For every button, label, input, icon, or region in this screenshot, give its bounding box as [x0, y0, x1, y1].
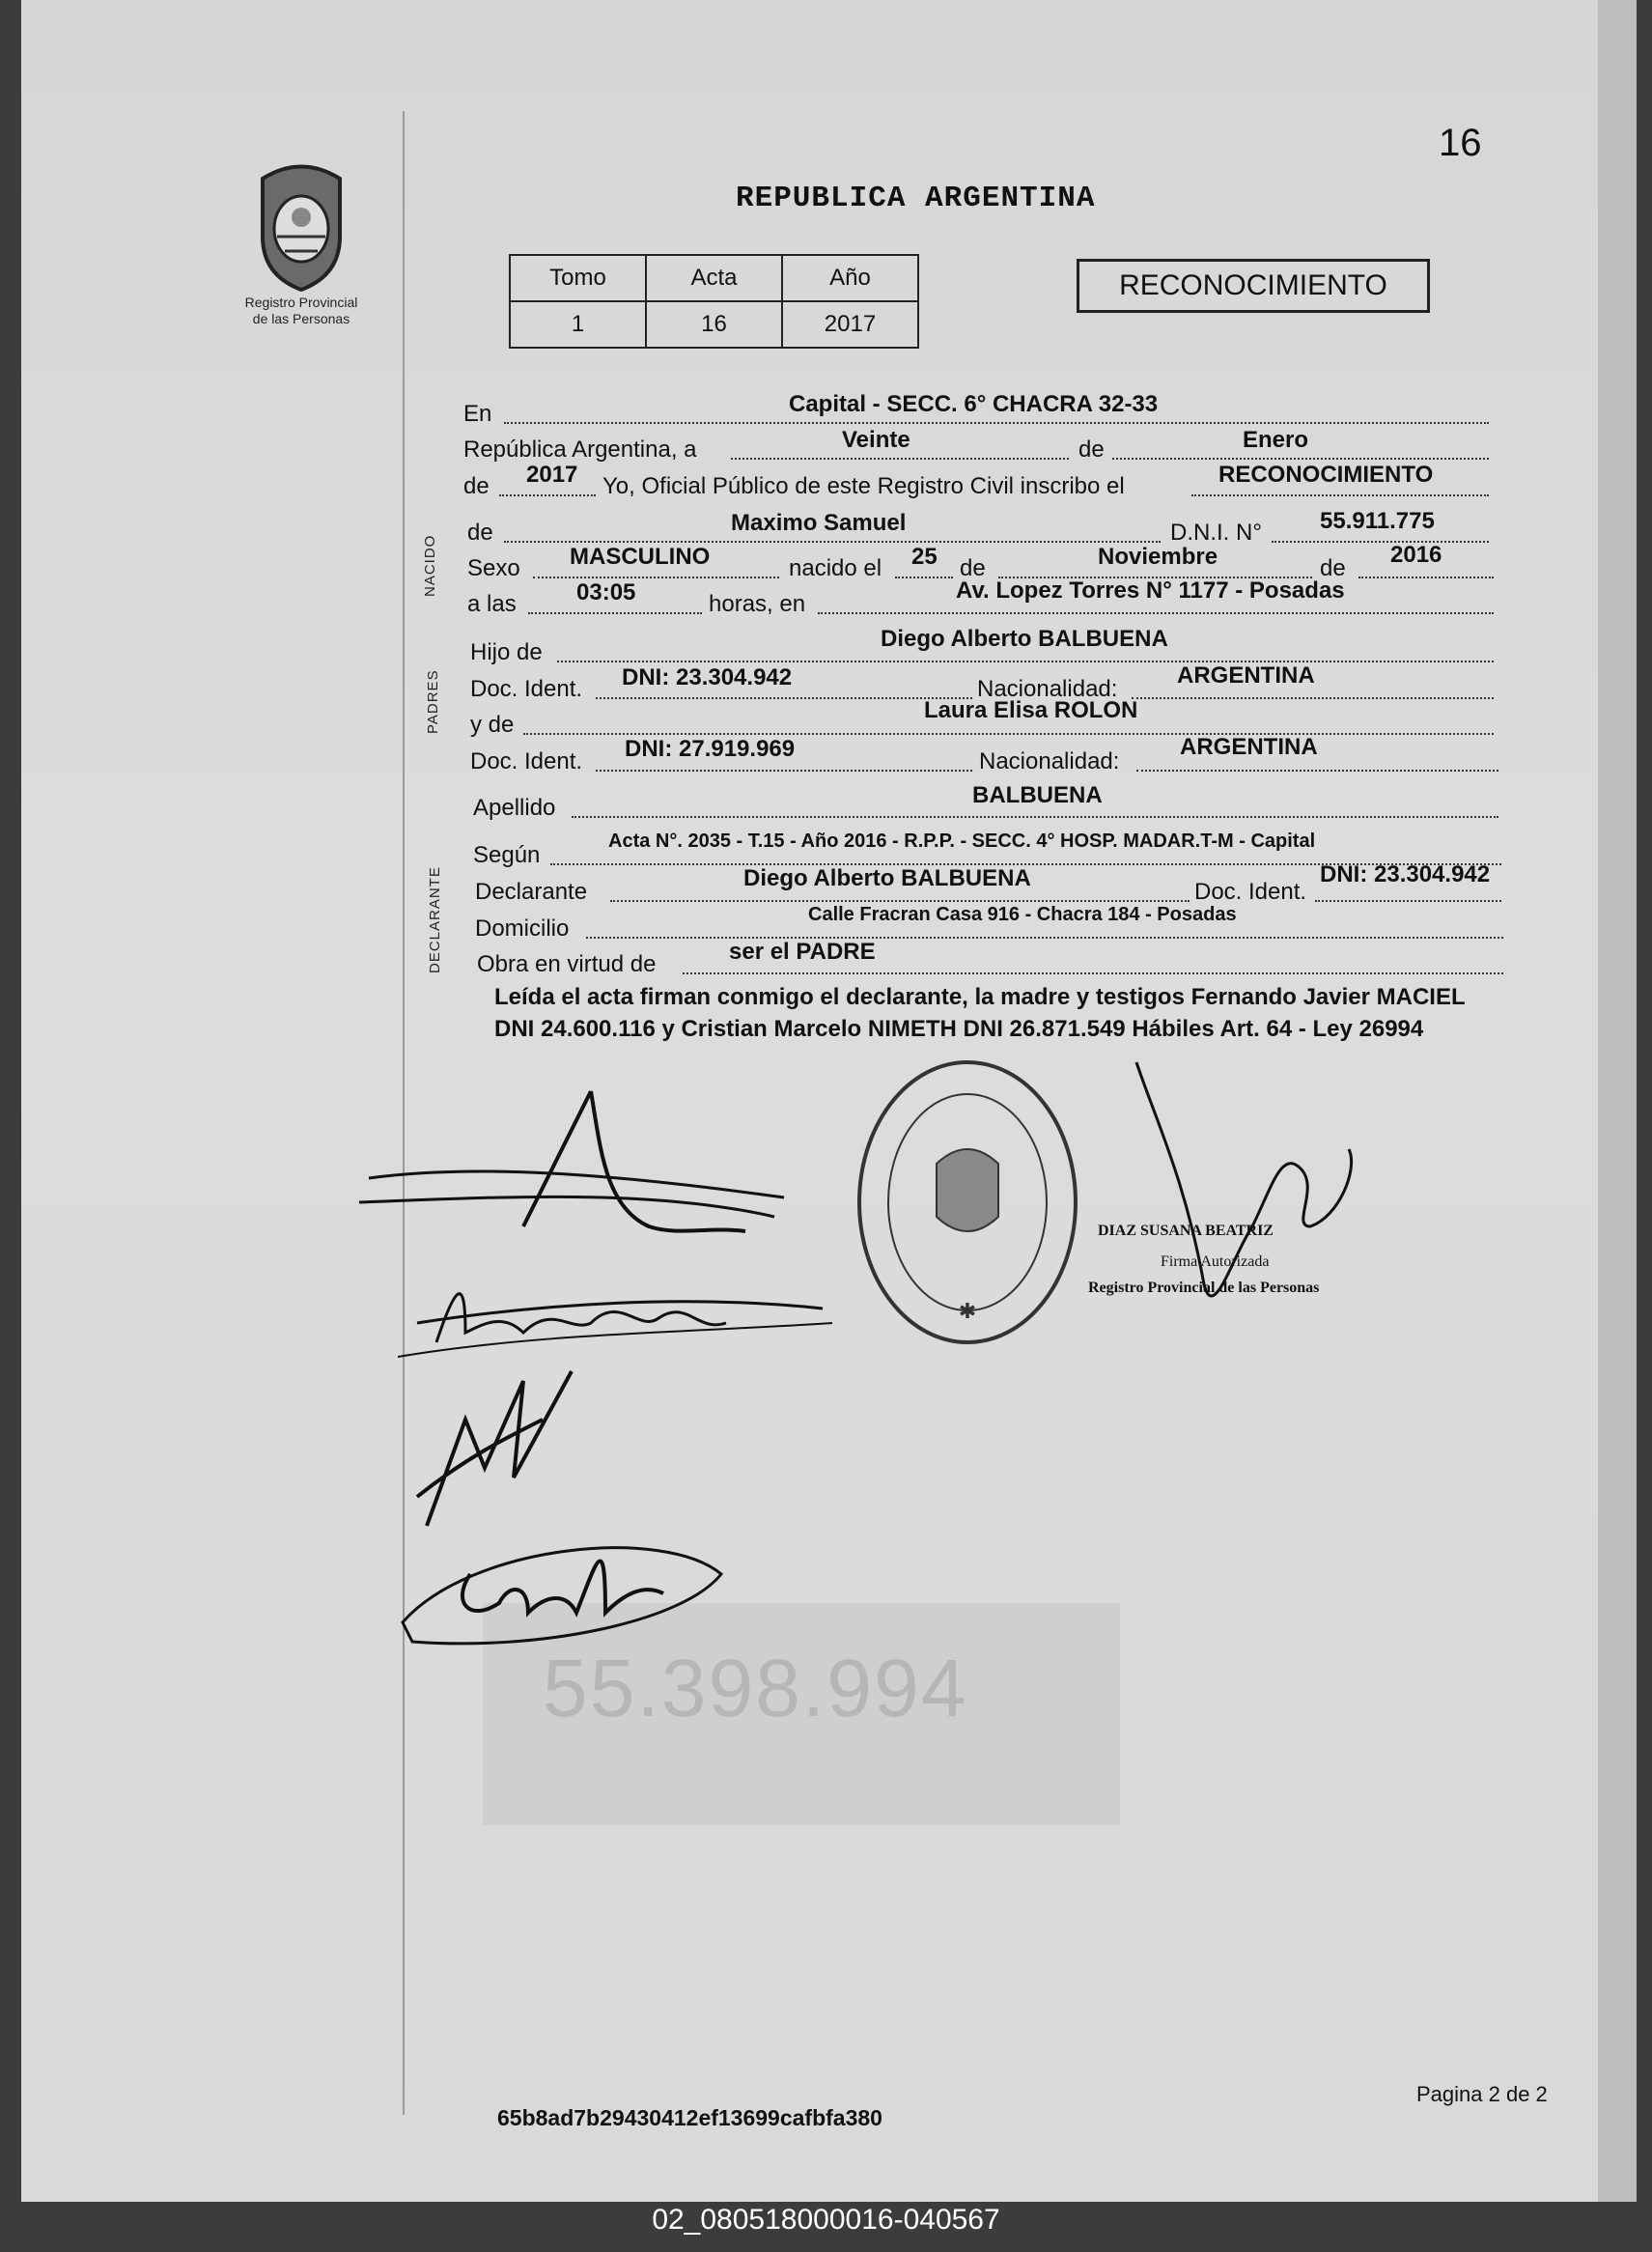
label-domicilio: Domicilio	[475, 915, 570, 942]
value-segun: Acta N°. 2035 - T.15 - Año 2016 - R.P.P. - SECC. 4° HOSP. MADAR.T-M - Capital	[608, 830, 1316, 852]
label-de-4: de	[960, 555, 986, 581]
dotted-line	[586, 937, 1503, 939]
value-madre-nac: ARGENTINA	[1180, 734, 1318, 760]
document-title: REPUBLICA ARGENTINA	[736, 182, 1096, 215]
label-segun: Según	[473, 842, 541, 868]
faded-number: 55.398.994	[543, 1643, 968, 1733]
label-republica: República Argentina, a	[463, 436, 697, 463]
label-de-3: de	[467, 520, 493, 546]
signature-declarante	[359, 1072, 794, 1265]
label-hijo-de: Hijo de	[470, 639, 543, 665]
closing-text: Leída el acta firman conmigo el declarante, la madre y testigos Fernando Javier MACIEL DNI 24.600.116 y Cristian Marcelo NIMETH DNI 26.871.549 Hábiles Art. 64 - Ley 26994	[494, 984, 1466, 1042]
label-horas-en: horas, en	[709, 591, 806, 617]
coat-of-arms-icon	[248, 159, 354, 295]
label-a-las: a las	[467, 591, 517, 617]
value-madre: Laura Elisa ROLON	[924, 697, 1138, 723]
value-domicilio: Calle Fracran Casa 916 - Chacra 184 - Posadas	[808, 904, 1237, 925]
label-obra: Obra en virtud de	[477, 951, 657, 977]
value-anio-nac: 2016	[1390, 542, 1442, 568]
label-declarante: Declarante	[475, 879, 588, 905]
label-de: de	[1078, 436, 1105, 463]
value-mes-nac: Noviembre	[1098, 544, 1218, 570]
dotted-line	[610, 900, 1190, 902]
label-doc-ident-3: Doc. Ident.	[1194, 879, 1307, 905]
dotted-line	[504, 541, 1161, 543]
value-nombre: Maximo Samuel	[731, 510, 907, 536]
label-sexo: Sexo	[467, 555, 520, 581]
label-nacionalidad-2: Nacionalidad:	[979, 748, 1120, 774]
dotted-line	[1358, 577, 1494, 578]
side-label-padres: PADRES	[425, 669, 441, 734]
dotted-line	[572, 816, 1498, 818]
dotted-line	[895, 577, 953, 578]
act-type-box: RECONOCIMIENTO	[1077, 259, 1430, 313]
footer-filename: 02_080518000016-040567	[652, 2204, 1000, 2236]
dotted-line	[683, 972, 1503, 974]
value-lugar-nac: Av. Lopez Torres N° 1177 - Posadas	[956, 577, 1345, 604]
dotted-line	[1112, 458, 1489, 460]
value-anio: 2017	[526, 462, 578, 488]
dotted-line	[499, 494, 596, 496]
dotted-line	[1136, 770, 1498, 772]
page-edge	[1598, 0, 1637, 2202]
label-nacionalidad: Nacionalidad:	[977, 676, 1118, 702]
label-y-de: y de	[470, 712, 515, 738]
signature-testigo-2	[393, 1487, 741, 1661]
dotted-line	[596, 697, 972, 699]
dotted-line	[731, 458, 1069, 460]
official-stamp-line3: Registro Provincial de las Personas	[1088, 1280, 1320, 1296]
register-table	[509, 254, 919, 349]
label-nacido-el: nacido el	[789, 555, 882, 581]
official-seal-icon	[852, 1053, 1083, 1352]
register-value-anio: 2017	[782, 301, 918, 348]
dotted-line	[528, 612, 702, 614]
label-de-5: de	[1320, 555, 1346, 581]
page-number: 16	[1439, 122, 1482, 164]
logo-label-1: Registro Provincial	[244, 295, 358, 310]
value-apellido: BALBUENA	[972, 782, 1103, 808]
label-apellido: Apellido	[473, 795, 556, 821]
registry-logo	[214, 159, 388, 327]
value-declarante: Diego Alberto BALBUENA	[743, 865, 1031, 891]
register-value-acta: 16	[646, 301, 782, 348]
value-sexo: MASCULINO	[570, 544, 711, 570]
svg-text:✱: ✱	[958, 1299, 977, 1323]
register-value-tomo: 1	[510, 301, 646, 348]
label-doc-ident-2: Doc. Ident.	[470, 748, 583, 774]
value-declarante-doc: DNI: 23.304.942	[1320, 861, 1491, 887]
value-mes: Enero	[1243, 427, 1309, 453]
dotted-line	[1191, 494, 1489, 496]
document-hash: 65b8ad7b29430412ef13699cafbfa380	[497, 2105, 882, 2130]
register-header-tomo: Tomo	[510, 255, 646, 301]
value-hora: 03:05	[576, 579, 636, 605]
official-stamp-line1: DIAZ SUSANA BEATRIZ	[1098, 1223, 1274, 1239]
value-dni: 55.911.775	[1320, 508, 1435, 534]
dotted-line	[1315, 900, 1501, 902]
page-indicator: Pagina 2 de 2	[1416, 2082, 1548, 2106]
label-yo: Yo, Oficial Público de este Registro Civil inscribo el	[602, 473, 1125, 499]
signature-madre	[398, 1265, 842, 1371]
dotted-line	[504, 422, 1489, 424]
dotted-line	[1132, 697, 1494, 699]
label-en: En	[463, 401, 492, 427]
value-padre-doc: DNI: 23.304.942	[622, 664, 793, 690]
side-label-nacido: NACIDO	[422, 534, 438, 597]
dotted-line	[557, 661, 1494, 662]
certificate-page	[21, 0, 1619, 2202]
dotted-line	[596, 770, 972, 772]
official-stamp-line2: Firma Autorizada	[1161, 1253, 1270, 1270]
register-header-anio: Año	[782, 255, 918, 301]
register-header-acta: Acta	[646, 255, 782, 301]
dotted-line	[1272, 541, 1489, 543]
value-padre-nac: ARGENTINA	[1177, 662, 1315, 689]
dotted-line	[818, 612, 1494, 614]
label-doc-ident: Doc. Ident.	[470, 676, 583, 702]
dotted-line	[523, 733, 1494, 735]
side-label-declarante: DECLARANTE	[427, 866, 443, 973]
value-dia: Veinte	[842, 427, 910, 453]
value-madre-doc: DNI: 27.919.969	[625, 736, 796, 762]
value-dia-nac: 25	[911, 544, 938, 570]
label-de-2: de	[463, 473, 490, 499]
value-lugar: Capital - SECC. 6° CHACRA 32-33	[789, 391, 1159, 417]
dotted-line	[533, 577, 779, 578]
label-dni: D.N.I. N°	[1170, 520, 1262, 546]
value-inscribe: RECONOCIMIENTO	[1218, 462, 1434, 488]
logo-label-2: de las Personas	[252, 311, 350, 326]
value-obra: ser el PADRE	[729, 939, 876, 965]
value-padre: Diego Alberto BALBUENA	[881, 626, 1168, 652]
